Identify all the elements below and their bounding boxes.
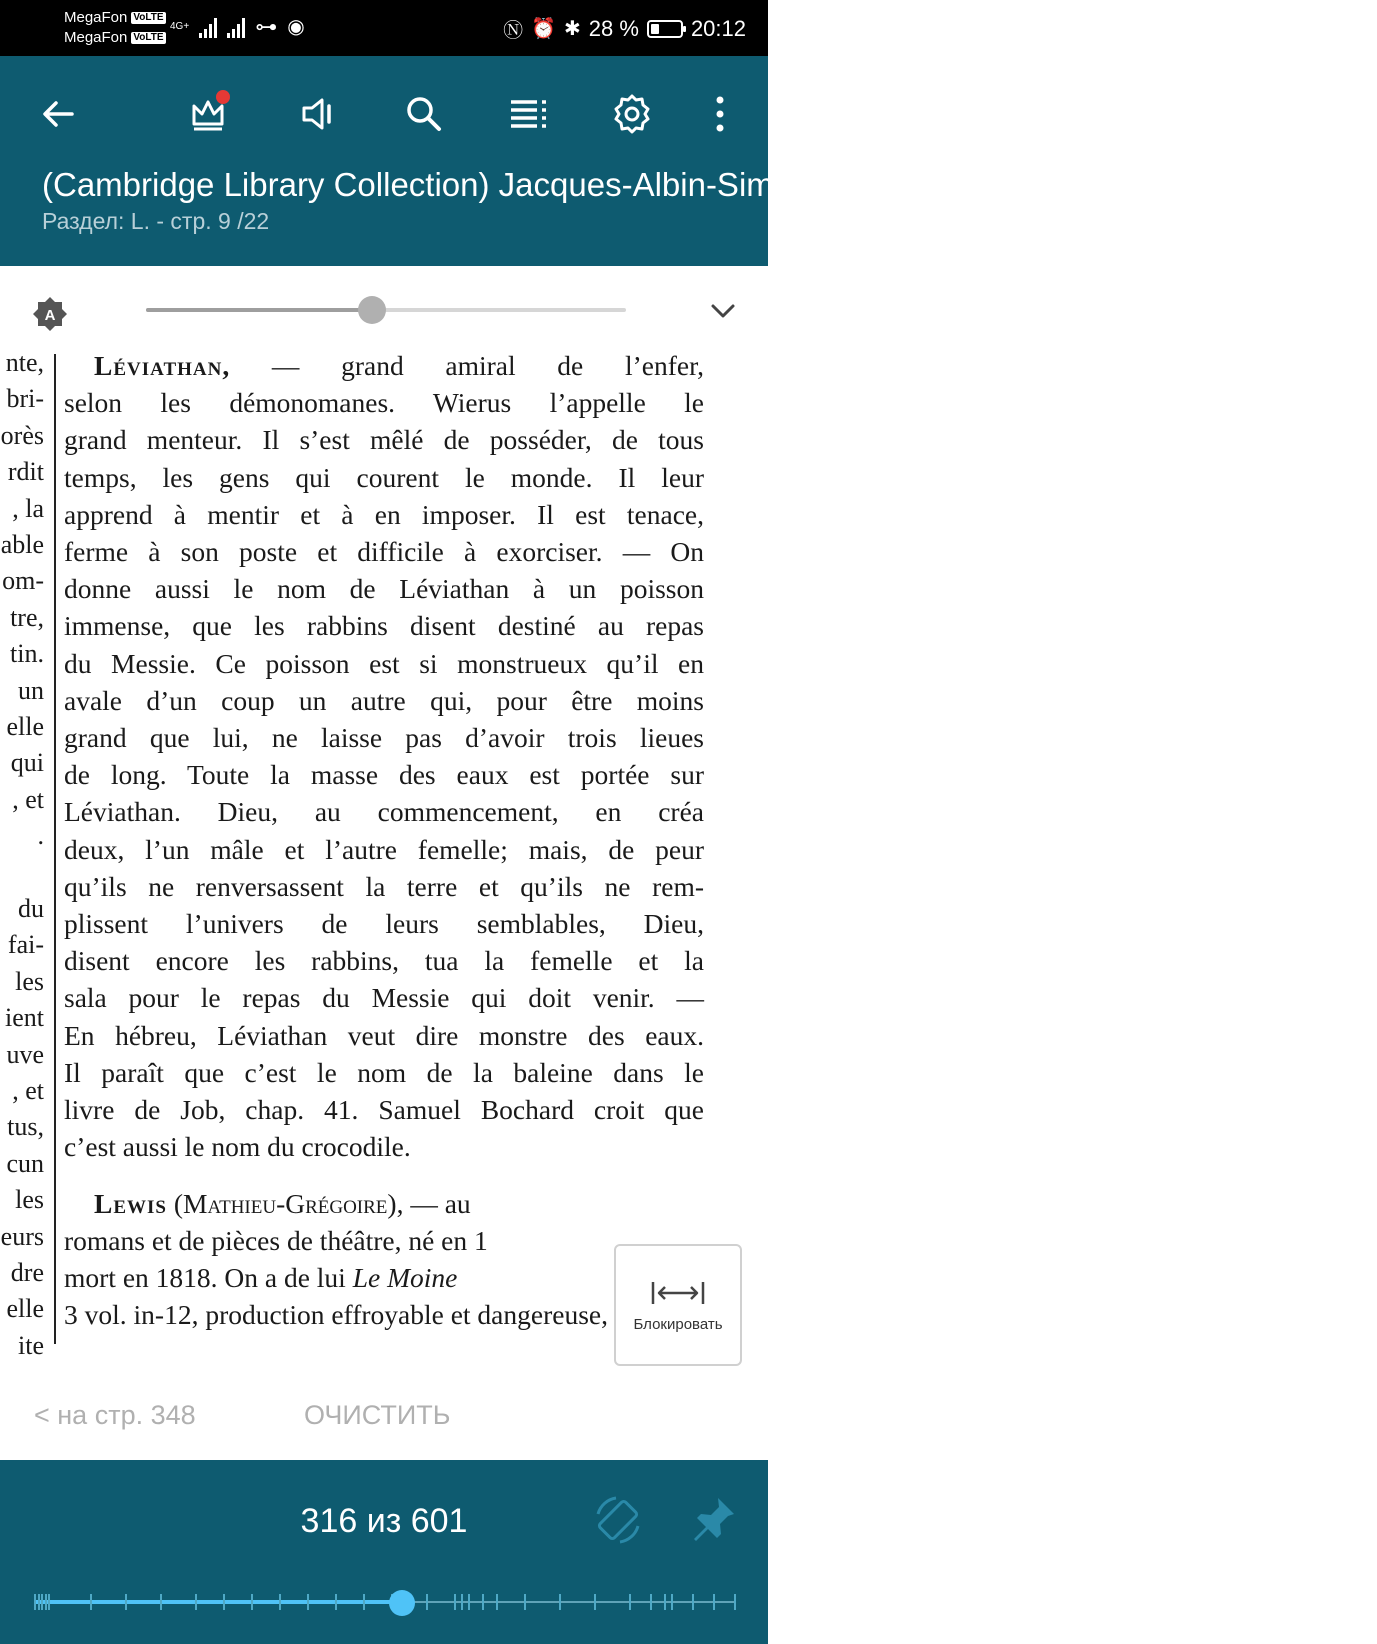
page-slider-tick — [363, 1594, 365, 1610]
page-slider-tick — [426, 1594, 428, 1610]
entry-lewis-line-2: romans et de pièces de théâtre, né en 1 — [64, 1225, 488, 1256]
page-slider-tick — [454, 1594, 456, 1610]
entry-lewis-work-title: Le Moine — [352, 1262, 458, 1293]
page-slider-tick — [664, 1594, 666, 1610]
brightness-slider-thumb[interactable] — [358, 296, 386, 324]
previous-column-fragment: dre — [10, 1258, 44, 1287]
page-slider-tick — [195, 1594, 197, 1610]
entry-lewis-line-3-text: mort en 1818. On a de lui — [64, 1262, 353, 1293]
entry-leviathan-line-7: donne aussi le nom de Léviathan à un poisson — [64, 573, 704, 605]
entry-leviathan-line-15: qu’ils ne renversassent la terre et qu’ils ne rem- — [64, 870, 704, 902]
chevron-down-icon[interactable] — [708, 296, 738, 326]
toolbar-icons — [0, 84, 768, 144]
entry-leviathan-line-1-text: — grand amiral de l’enfer, — [230, 350, 704, 381]
entry-lewis-line-1-text: — au — [403, 1188, 471, 1219]
previous-column-fragment: . — [37, 821, 44, 851]
previous-column-fragment: qui — [10, 748, 44, 778]
entry-leviathan-line-6: ferme à son poste et difficile à exorciser. — On — [64, 536, 704, 567]
volte-badge-2: VoLTE — [133, 32, 164, 43]
page-slider-tick — [307, 1594, 309, 1610]
previous-column-fragment: les — [15, 966, 44, 996]
battery-percent: 28 % — [588, 15, 639, 41]
signal-2-icon — [227, 16, 245, 38]
page-slider-tick — [468, 1594, 470, 1610]
page-slider-tick — [160, 1594, 162, 1610]
entry-leviathan-line-4: temps, les gens qui courent le monde. Il leur — [64, 461, 704, 493]
previous-column-fragment: un — [18, 675, 44, 705]
bluetooth-icon: ✱ — [564, 18, 581, 40]
previous-column-fragment: om- — [2, 566, 44, 596]
page-slider-tick — [482, 1594, 484, 1610]
entry-leviathan-line-20: Il paraît que c’est le nom de la baleine dans le — [64, 1056, 704, 1088]
entry-lewis-lemma: Lewis — [94, 1188, 167, 1219]
previous-column-fragment: eurs — [0, 1221, 44, 1251]
search-icon[interactable] — [396, 84, 452, 144]
pin-icon[interactable] — [684, 1492, 740, 1548]
clear-button[interactable]: ОЧИСТИТЬ — [304, 1400, 451, 1430]
entry-lewis-line-4: 3 vol. in-12, production effroyable et dangereuse, — [64, 1299, 608, 1330]
brightness-slider[interactable] — [146, 308, 626, 312]
previous-column-fragment: rdit — [7, 457, 44, 487]
entry-leviathan-line-22: c’est aussi le nom du crocodile. — [64, 1131, 411, 1163]
entry-leviathan-line-3: grand menteur. Il s’est mêlé de posséder, de tous — [64, 424, 704, 456]
signal-icons — [170, 16, 305, 38]
volte-badge: VoLTE — [133, 12, 164, 23]
horizontal-lock-icon — [650, 1278, 706, 1308]
previous-column-fragment: , et — [12, 784, 44, 814]
page-counter: 316 из 601 — [300, 1502, 468, 1540]
contents-list-icon[interactable] — [500, 84, 556, 144]
page-slider-tick — [713, 1594, 715, 1610]
bottom-bar — [0, 1460, 768, 1644]
previous-column-fragment: du — [18, 894, 44, 923]
previous-column-fragment: elle — [6, 1294, 44, 1324]
more-menu-icon[interactable] — [692, 84, 748, 144]
lock-scroll-button[interactable] — [614, 1244, 742, 1366]
entry-leviathan-line-16: plissent l’univers de leurs semblables, Dieu, — [64, 908, 704, 939]
network-type: 4G+ — [170, 21, 190, 32]
back-arrow-icon[interactable] — [30, 84, 86, 144]
previous-column-fragment: nte, — [5, 348, 44, 377]
nfc-icon: Ⓝ — [503, 20, 524, 42]
entry-leviathan-line-11: grand que lui, ne laisse pas d’avoir trois lieues — [64, 722, 704, 753]
clock: 20:12 — [690, 15, 746, 41]
previous-column-fragment: able — [0, 530, 44, 559]
entry-leviathan-line-13: Léviathan. Dieu, au commencement, en créa — [64, 796, 704, 828]
page-slider[interactable] — [34, 1590, 734, 1614]
speaker-icon[interactable] — [292, 84, 348, 144]
previous-column-fragment: , la — [12, 493, 44, 523]
entry-leviathan-lemma: Léviathan, — [94, 350, 231, 381]
auto-rotate-icon[interactable] — [590, 1492, 646, 1548]
app-toolbar — [0, 56, 1377, 266]
previous-column-fragment: uve — [6, 1039, 44, 1069]
entry-leviathan-line-10: avale d’un coup un autre qui, pour être moins — [64, 684, 704, 716]
crown-icon[interactable] — [180, 84, 236, 144]
page-slider-tick — [279, 1594, 281, 1610]
eye-icon: ◉ — [287, 16, 305, 38]
carrier-1-name: MegaFon — [64, 9, 128, 26]
entry-leviathan-line-8: immense, que les rabbins disent destiné au repas — [64, 610, 704, 642]
page-slider-tick — [48, 1594, 50, 1610]
entry-leviathan-line-1 — [64, 350, 704, 382]
entry-leviathan-line-9: du Messie. Ce poisson est si monstrueux qu’il en — [64, 647, 704, 679]
back-to-page-link[interactable]: < на стр. 348 — [34, 1400, 196, 1430]
settings-gear-icon[interactable] — [604, 84, 660, 144]
section-page-info: Раздел: L. - стр. 9 /22 — [42, 208, 270, 234]
carrier-1 — [64, 8, 166, 28]
page-slider-tick — [251, 1594, 253, 1610]
auto-brightness-label: A — [44, 307, 56, 324]
page-slider-tick — [524, 1594, 526, 1610]
entry-leviathan-line-21: livre de Job, chap. 41. Samuel Bochard croit que — [64, 1094, 704, 1125]
entry-leviathan-line-19: En hébreu, Léviathan veut dire monstre des eaux. — [64, 1019, 704, 1051]
previous-column-fragment: tre, — [10, 602, 44, 632]
page-image[interactable] — [0, 340, 768, 1360]
vpn-key-icon: ⊶ — [255, 14, 278, 39]
previous-column-fragment: orès — [0, 420, 44, 450]
battery-icon — [647, 20, 683, 38]
previous-column-fragment: ient — [5, 1003, 44, 1033]
previous-column-fragment: cun — [6, 1148, 44, 1178]
entry-lewis-line-3 — [64, 1262, 704, 1294]
entry-leviathan-line-5: apprend à mentir et à en imposer. Il est tenace, — [64, 498, 704, 530]
previous-column-fragment: tus, — [7, 1112, 44, 1142]
page-slider-tick — [650, 1594, 652, 1610]
entry-lewis-name: (Mathieu-Grégoire), — [173, 1188, 404, 1219]
previous-column-fragment: bri- — [6, 384, 44, 414]
page-slider-tick — [335, 1594, 337, 1610]
carrier-2 — [64, 28, 166, 48]
notification-dot — [216, 90, 230, 104]
page-slider-tick — [692, 1594, 694, 1610]
book-title: (Cambridge Library Collection) Jacques-Albin-Simon Collin de Plancy - Dictionnaire infernal — [42, 166, 1377, 203]
previous-column-fragment: ite — [18, 1330, 44, 1360]
page-slider-tick — [461, 1594, 463, 1610]
entry-leviathan-line-14: deux, l’un mâle et l’autre femelle; mais, de peur — [64, 833, 704, 865]
alarm-icon: ⏰ — [531, 18, 557, 40]
lock-scroll-label: Блокировать — [633, 1315, 723, 1333]
page-slider-tick — [45, 1594, 47, 1610]
previous-column-fragment: les — [15, 1185, 44, 1215]
carrier-info — [64, 8, 166, 48]
page-slider-thumb[interactable] — [389, 1590, 415, 1616]
status-bar — [0, 0, 768, 56]
entry-lewis-line-1 — [64, 1188, 704, 1220]
page-slider-tick — [90, 1594, 92, 1610]
auto-brightness-icon[interactable] — [32, 296, 68, 332]
page-slider-tick — [125, 1594, 127, 1610]
previous-column-fragment: tin. — [10, 639, 44, 669]
entry-leviathan-line-18: sala pour le repas du Messie qui doit venir. — — [64, 982, 704, 1014]
page-slider-tick — [496, 1594, 498, 1610]
page-slider-tick — [41, 1594, 43, 1610]
page-slider-tick — [594, 1594, 596, 1610]
previous-column-fragment: fai- — [7, 930, 44, 960]
previous-column-fragment: elle — [6, 712, 44, 741]
signal-icon — [199, 16, 217, 38]
system-icons — [503, 14, 746, 43]
previous-column-fragment: , et — [12, 1076, 44, 1105]
page-slider-tick — [223, 1594, 225, 1610]
battery-fill — [651, 24, 659, 34]
page-slider-tick — [629, 1594, 631, 1610]
page-slider-tick — [34, 1594, 36, 1610]
brightness-slider-fill — [146, 308, 372, 312]
navigation-row — [0, 1386, 768, 1446]
column-rule — [54, 354, 56, 1344]
page-slider-tick — [734, 1594, 736, 1610]
page-slider-tick — [559, 1594, 561, 1610]
entry-leviathan-line-17: disent encore les rabbins, tua la femelle et la — [64, 945, 704, 977]
previous-column-text — [0, 340, 46, 1360]
carrier-2-name: MegaFon — [64, 29, 128, 46]
brightness-control — [0, 272, 768, 348]
entry-leviathan-line-12: de long. Toute la masse des eaux est portée sur — [64, 759, 704, 791]
page-slider-tick — [671, 1594, 673, 1610]
page-slider-tick — [38, 1594, 40, 1610]
entry-leviathan-line-2: selon les démonomanes. Wierus l’appelle le — [64, 387, 704, 419]
